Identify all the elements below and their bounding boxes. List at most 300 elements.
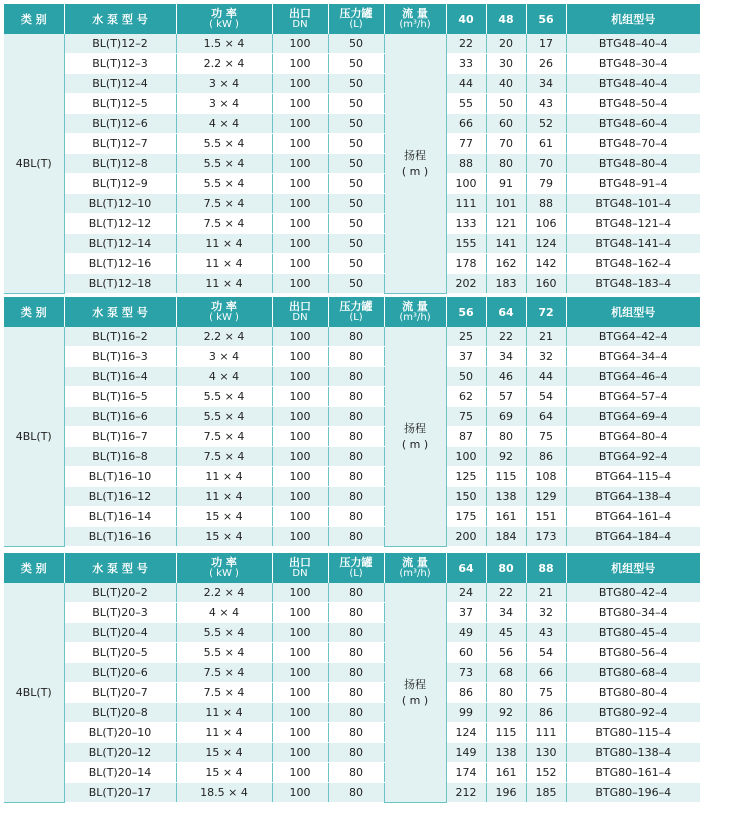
tank-cell: 80 <box>328 507 384 527</box>
unit-model-cell: BTG48–40–4 <box>566 74 700 94</box>
outlet-header-label: 出口 <box>289 556 311 569</box>
head-value-cell: 86 <box>526 447 566 467</box>
head-value-cell: 100 <box>446 174 486 194</box>
table-row <box>4 487 700 507</box>
outlet-cell: 100 <box>272 763 328 783</box>
flow-value-header: 64 <box>486 297 526 327</box>
head-value-cell: 73 <box>446 663 486 683</box>
unit-model-cell: BTG48–50–4 <box>566 94 700 114</box>
head-value-cell: 66 <box>446 114 486 134</box>
head-value-cell: 60 <box>486 114 526 134</box>
head-value-cell: 92 <box>486 447 526 467</box>
head-value-cell: 178 <box>446 254 486 274</box>
table-row <box>4 367 700 387</box>
table-row <box>4 527 700 547</box>
unit-model-cell: BTG48–183–4 <box>566 274 700 294</box>
head-value-cell: 173 <box>526 527 566 547</box>
power-cell: 5.5 × 4 <box>176 154 272 174</box>
spec-table-section-3 <box>4 553 700 803</box>
power-header-unit: ( kW ) <box>209 19 239 30</box>
table-row <box>4 327 700 347</box>
flow-value-header: 80 <box>486 553 526 583</box>
head-value-cell: 86 <box>446 683 486 703</box>
outlet-cell: 100 <box>272 327 328 347</box>
unit-model-cell: BTG80–80–4 <box>566 683 700 703</box>
pump-model-cell: BL(T)16–14 <box>64 507 176 527</box>
head-value-cell: 44 <box>446 74 486 94</box>
power-cell: 11 × 4 <box>176 723 272 743</box>
tank-cell: 50 <box>328 274 384 294</box>
outlet-header-unit: DN <box>292 312 308 323</box>
tank-header <box>328 4 384 34</box>
head-value-cell: 142 <box>526 254 566 274</box>
outlet-header <box>272 4 328 34</box>
tank-cell: 50 <box>328 134 384 154</box>
head-value-cell: 162 <box>486 254 526 274</box>
outlet-header-unit: DN <box>292 19 308 30</box>
unit-model-cell: BTG80–161–4 <box>566 763 700 783</box>
unit-model-cell: BTG80–56–4 <box>566 643 700 663</box>
head-value-cell: 129 <box>526 487 566 507</box>
outlet-cell: 100 <box>272 487 328 507</box>
head-value-cell: 133 <box>446 214 486 234</box>
pump-model-cell: BL(T)16–6 <box>64 407 176 427</box>
power-cell: 15 × 4 <box>176 743 272 763</box>
head-value-cell: 70 <box>486 134 526 154</box>
tank-cell: 50 <box>328 194 384 214</box>
head-value-cell: 202 <box>446 274 486 294</box>
outlet-cell: 100 <box>272 643 328 663</box>
pump-model-cell: BL(T)20–10 <box>64 723 176 743</box>
power-cell: 7.5 × 4 <box>176 427 272 447</box>
power-cell: 7.5 × 4 <box>176 447 272 467</box>
power-cell: 15 × 4 <box>176 763 272 783</box>
table-row <box>4 603 700 623</box>
unit-model-cell: BTG48–101–4 <box>566 194 700 214</box>
outlet-cell: 100 <box>272 783 328 803</box>
tank-header-unit: (L) <box>349 19 363 30</box>
outlet-cell: 100 <box>272 154 328 174</box>
head-value-cell: 56 <box>486 643 526 663</box>
table-row <box>4 683 700 703</box>
outlet-cell: 100 <box>272 663 328 683</box>
tank-cell: 50 <box>328 114 384 134</box>
head-value-cell: 92 <box>486 703 526 723</box>
table-row <box>4 583 700 603</box>
head-value-cell: 152 <box>526 763 566 783</box>
head-value-cell: 99 <box>446 703 486 723</box>
category-header: 类 别 <box>4 4 64 34</box>
outlet-cell: 100 <box>272 214 328 234</box>
pump-model-cell: BL(T)20–4 <box>64 623 176 643</box>
head-value-cell: 45 <box>486 623 526 643</box>
flow-header-label: 流 量 <box>402 300 428 313</box>
lift-label: 扬程 <box>404 148 426 162</box>
pump-model-cell: BL(T)12–14 <box>64 234 176 254</box>
head-value-cell: 124 <box>526 234 566 254</box>
outlet-cell: 100 <box>272 507 328 527</box>
table-row <box>4 174 700 194</box>
lift-label-cell <box>384 583 446 803</box>
power-cell: 4 × 4 <box>176 367 272 387</box>
pump-model-cell: BL(T)12–2 <box>64 34 176 54</box>
power-cell: 11 × 4 <box>176 274 272 294</box>
head-value-cell: 61 <box>526 134 566 154</box>
pump-model-cell: BL(T)16–5 <box>64 387 176 407</box>
tank-cell: 80 <box>328 347 384 367</box>
flow-value-header: 56 <box>446 297 486 327</box>
head-value-cell: 151 <box>526 507 566 527</box>
power-cell: 2.2 × 4 <box>176 583 272 603</box>
category-cell: 4BL(T) <box>4 34 64 294</box>
power-cell: 5.5 × 4 <box>176 407 272 427</box>
head-value-cell: 86 <box>526 703 566 723</box>
outlet-cell: 100 <box>272 447 328 467</box>
outlet-cell: 100 <box>272 194 328 214</box>
pump-model-cell: BL(T)12–10 <box>64 194 176 214</box>
head-value-cell: 124 <box>446 723 486 743</box>
unit-model-cell: BTG80–92–4 <box>566 703 700 723</box>
flow-header <box>384 553 446 583</box>
table-row <box>4 254 700 274</box>
tank-cell: 50 <box>328 74 384 94</box>
power-header <box>176 297 272 327</box>
pump-model-cell: BL(T)16–10 <box>64 467 176 487</box>
power-cell: 7.5 × 4 <box>176 214 272 234</box>
head-value-cell: 22 <box>446 34 486 54</box>
head-value-cell: 33 <box>446 54 486 74</box>
unit-model-header: 机组型号 <box>566 297 700 327</box>
head-value-cell: 75 <box>526 683 566 703</box>
flow-header <box>384 4 446 34</box>
head-value-cell: 111 <box>446 194 486 214</box>
tank-cell: 80 <box>328 663 384 683</box>
head-value-cell: 161 <box>486 763 526 783</box>
power-cell: 7.5 × 4 <box>176 194 272 214</box>
unit-model-cell: BTG80–196–4 <box>566 783 700 803</box>
tank-cell: 80 <box>328 643 384 663</box>
flow-value-header: 72 <box>526 297 566 327</box>
pump-model-cell: BL(T)16–16 <box>64 527 176 547</box>
power-cell: 3 × 4 <box>176 94 272 114</box>
lift-label-cell <box>384 34 446 294</box>
unit-model-cell: BTG80–138–4 <box>566 743 700 763</box>
power-cell: 11 × 4 <box>176 234 272 254</box>
head-value-cell: 68 <box>486 663 526 683</box>
power-cell: 11 × 4 <box>176 467 272 487</box>
power-cell: 4 × 4 <box>176 114 272 134</box>
unit-model-cell: BTG64–115–4 <box>566 467 700 487</box>
category-header: 类 别 <box>4 297 64 327</box>
head-value-cell: 155 <box>446 234 486 254</box>
power-cell: 2.2 × 4 <box>176 54 272 74</box>
head-value-cell: 21 <box>526 327 566 347</box>
tank-cell: 50 <box>328 214 384 234</box>
unit-model-cell: BTG48–162–4 <box>566 254 700 274</box>
head-value-cell: 111 <box>526 723 566 743</box>
head-value-cell: 200 <box>446 527 486 547</box>
head-value-cell: 37 <box>446 347 486 367</box>
head-value-cell: 80 <box>486 683 526 703</box>
unit-model-cell: BTG48–70–4 <box>566 134 700 154</box>
power-header-unit: ( kW ) <box>209 312 239 323</box>
head-value-cell: 125 <box>446 467 486 487</box>
head-value-cell: 101 <box>486 194 526 214</box>
tank-cell: 50 <box>328 254 384 274</box>
power-cell: 18.5 × 4 <box>176 783 272 803</box>
tank-cell: 80 <box>328 723 384 743</box>
outlet-cell: 100 <box>272 743 328 763</box>
tank-cell: 80 <box>328 763 384 783</box>
table-row <box>4 723 700 743</box>
tank-cell: 80 <box>328 447 384 467</box>
power-cell: 5.5 × 4 <box>176 387 272 407</box>
power-cell: 2.2 × 4 <box>176 327 272 347</box>
outlet-cell: 100 <box>272 347 328 367</box>
lift-unit: ( m ) <box>401 437 429 451</box>
head-value-cell: 49 <box>446 623 486 643</box>
table-row <box>4 643 700 663</box>
head-value-cell: 37 <box>446 603 486 623</box>
pump-model-header: 水 泵 型 号 <box>64 4 176 34</box>
flow-header <box>384 297 446 327</box>
power-header <box>176 553 272 583</box>
table-row <box>4 663 700 683</box>
outlet-cell: 100 <box>272 623 328 643</box>
unit-model-cell: BTG48–30–4 <box>566 54 700 74</box>
head-value-cell: 75 <box>446 407 486 427</box>
table-row <box>4 427 700 447</box>
pump-model-cell: BL(T)20–6 <box>64 663 176 683</box>
outlet-cell: 100 <box>272 54 328 74</box>
head-value-cell: 138 <box>486 743 526 763</box>
outlet-header-label: 出口 <box>289 7 311 20</box>
table-row <box>4 507 700 527</box>
head-value-cell: 70 <box>526 154 566 174</box>
head-value-cell: 55 <box>446 94 486 114</box>
tank-cell: 50 <box>328 94 384 114</box>
head-value-cell: 64 <box>526 407 566 427</box>
outlet-cell: 100 <box>272 114 328 134</box>
head-value-cell: 196 <box>486 783 526 803</box>
head-value-cell: 160 <box>526 274 566 294</box>
outlet-cell: 100 <box>272 467 328 487</box>
flow-header-label: 流 量 <box>402 7 428 20</box>
tank-cell: 50 <box>328 154 384 174</box>
table-row <box>4 274 700 294</box>
power-cell: 4 × 4 <box>176 603 272 623</box>
table-row <box>4 407 700 427</box>
unit-model-cell: BTG48–80–4 <box>566 154 700 174</box>
lift-label: 扬程 <box>404 421 426 435</box>
tank-header-label: 压力罐 <box>339 300 373 313</box>
flow-header-unit: (m³/h) <box>399 19 431 30</box>
tank-cell: 80 <box>328 527 384 547</box>
outlet-header-unit: DN <box>292 568 308 579</box>
pump-model-cell: BL(T)12–18 <box>64 274 176 294</box>
head-value-cell: 40 <box>486 74 526 94</box>
pump-model-cell: BL(T)16–2 <box>64 327 176 347</box>
head-value-cell: 115 <box>486 467 526 487</box>
unit-model-cell: BTG64–46–4 <box>566 367 700 387</box>
unit-model-cell: BTG64–69–4 <box>566 407 700 427</box>
outlet-cell: 100 <box>272 174 328 194</box>
pump-model-cell: BL(T)12–9 <box>64 174 176 194</box>
power-cell: 11 × 4 <box>176 254 272 274</box>
unit-model-header: 机组型号 <box>566 553 700 583</box>
power-cell: 15 × 4 <box>176 507 272 527</box>
unit-model-cell: BTG64–92–4 <box>566 447 700 467</box>
pump-model-cell: BL(T)20–12 <box>64 743 176 763</box>
unit-model-cell: BTG64–184–4 <box>566 527 700 547</box>
table-row <box>4 234 700 254</box>
head-value-cell: 43 <box>526 94 566 114</box>
head-value-cell: 184 <box>486 527 526 547</box>
head-value-cell: 185 <box>526 783 566 803</box>
unit-model-cell: BTG64–42–4 <box>566 327 700 347</box>
flow-value-header: 88 <box>526 553 566 583</box>
head-value-cell: 60 <box>446 643 486 663</box>
outlet-cell: 100 <box>272 134 328 154</box>
pump-model-cell: BL(T)16–7 <box>64 427 176 447</box>
unit-model-cell: BTG80–115–4 <box>566 723 700 743</box>
head-value-cell: 87 <box>446 427 486 447</box>
table-row <box>4 347 700 367</box>
table-row <box>4 467 700 487</box>
table-row <box>4 763 700 783</box>
head-value-cell: 121 <box>486 214 526 234</box>
head-value-cell: 161 <box>486 507 526 527</box>
tank-header-label: 压力罐 <box>339 7 373 20</box>
header-row <box>4 4 700 34</box>
head-value-cell: 66 <box>526 663 566 683</box>
table-row <box>4 94 700 114</box>
tank-header <box>328 297 384 327</box>
table-row <box>4 34 700 54</box>
header-row <box>4 553 700 583</box>
tank-cell: 80 <box>328 467 384 487</box>
table-row <box>4 54 700 74</box>
head-value-cell: 149 <box>446 743 486 763</box>
unit-model-header: 机组型号 <box>566 4 700 34</box>
head-value-cell: 175 <box>446 507 486 527</box>
unit-model-cell: BTG80–45–4 <box>566 623 700 643</box>
power-cell: 5.5 × 4 <box>176 134 272 154</box>
outlet-cell: 100 <box>272 367 328 387</box>
tank-cell: 80 <box>328 327 384 347</box>
head-value-cell: 88 <box>526 194 566 214</box>
pump-model-cell: BL(T)12–4 <box>64 74 176 94</box>
tank-cell: 50 <box>328 34 384 54</box>
flow-value-header: 64 <box>446 553 486 583</box>
head-value-cell: 183 <box>486 274 526 294</box>
head-value-cell: 80 <box>486 427 526 447</box>
tank-cell: 80 <box>328 783 384 803</box>
flow-header-unit: (m³/h) <box>399 312 431 323</box>
table-row <box>4 194 700 214</box>
unit-model-cell: BTG48–60–4 <box>566 114 700 134</box>
table-row <box>4 623 700 643</box>
head-value-cell: 54 <box>526 643 566 663</box>
unit-model-cell: BTG64–138–4 <box>566 487 700 507</box>
power-cell: 1.5 × 4 <box>176 34 272 54</box>
outlet-cell: 100 <box>272 583 328 603</box>
pump-model-cell: BL(T)12–3 <box>64 54 176 74</box>
tank-cell: 80 <box>328 583 384 603</box>
table-row <box>4 447 700 467</box>
head-value-cell: 34 <box>526 74 566 94</box>
category-cell: 4BL(T) <box>4 583 64 803</box>
flow-header-unit: (m³/h) <box>399 568 431 579</box>
head-value-cell: 62 <box>446 387 486 407</box>
tank-cell: 80 <box>328 623 384 643</box>
head-value-cell: 25 <box>446 327 486 347</box>
tank-cell: 80 <box>328 683 384 703</box>
power-header-label: 功 率 <box>211 556 237 569</box>
tank-header-label: 压力罐 <box>339 556 373 569</box>
head-value-cell: 43 <box>526 623 566 643</box>
flow-value-header: 40 <box>446 4 486 34</box>
tank-cell: 80 <box>328 427 384 447</box>
pump-model-cell: BL(T)16–8 <box>64 447 176 467</box>
outlet-cell: 100 <box>272 427 328 447</box>
pump-model-cell: BL(T)20–17 <box>64 783 176 803</box>
outlet-cell: 100 <box>272 603 328 623</box>
head-value-cell: 108 <box>526 467 566 487</box>
power-cell: 11 × 4 <box>176 703 272 723</box>
head-value-cell: 24 <box>446 583 486 603</box>
pump-model-cell: BL(T)16–4 <box>64 367 176 387</box>
spec-table-section-2 <box>4 297 700 547</box>
tank-cell: 80 <box>328 387 384 407</box>
head-value-cell: 52 <box>526 114 566 134</box>
lift-label: 扬程 <box>404 677 426 691</box>
head-value-cell: 77 <box>446 134 486 154</box>
pump-model-cell: BL(T)16–12 <box>64 487 176 507</box>
unit-model-cell: BTG80–34–4 <box>566 603 700 623</box>
unit-model-cell: BTG64–80–4 <box>566 427 700 447</box>
table-row <box>4 214 700 234</box>
lift-label-cell <box>384 327 446 547</box>
outlet-cell: 100 <box>272 387 328 407</box>
tank-cell: 80 <box>328 487 384 507</box>
power-header <box>176 4 272 34</box>
table-row <box>4 74 700 94</box>
head-value-cell: 54 <box>526 387 566 407</box>
outlet-header <box>272 553 328 583</box>
pump-model-cell: BL(T)20–8 <box>64 703 176 723</box>
power-cell: 7.5 × 4 <box>176 663 272 683</box>
head-value-cell: 34 <box>486 603 526 623</box>
outlet-cell: 100 <box>272 94 328 114</box>
lift-unit: ( m ) <box>401 693 429 707</box>
outlet-cell: 100 <box>272 274 328 294</box>
tank-cell: 80 <box>328 603 384 623</box>
pump-model-header: 水 泵 型 号 <box>64 297 176 327</box>
power-cell: 5.5 × 4 <box>176 174 272 194</box>
header-row <box>4 297 700 327</box>
flow-header-label: 流 量 <box>402 556 428 569</box>
tank-header <box>328 553 384 583</box>
unit-model-cell: BTG64–57–4 <box>566 387 700 407</box>
head-value-cell: 100 <box>446 447 486 467</box>
flow-value-header: 56 <box>526 4 566 34</box>
pump-model-cell: BL(T)12–8 <box>64 154 176 174</box>
power-header-label: 功 率 <box>211 300 237 313</box>
table-row <box>4 387 700 407</box>
pump-model-cell: BL(T)20–3 <box>64 603 176 623</box>
head-value-cell: 75 <box>526 427 566 447</box>
